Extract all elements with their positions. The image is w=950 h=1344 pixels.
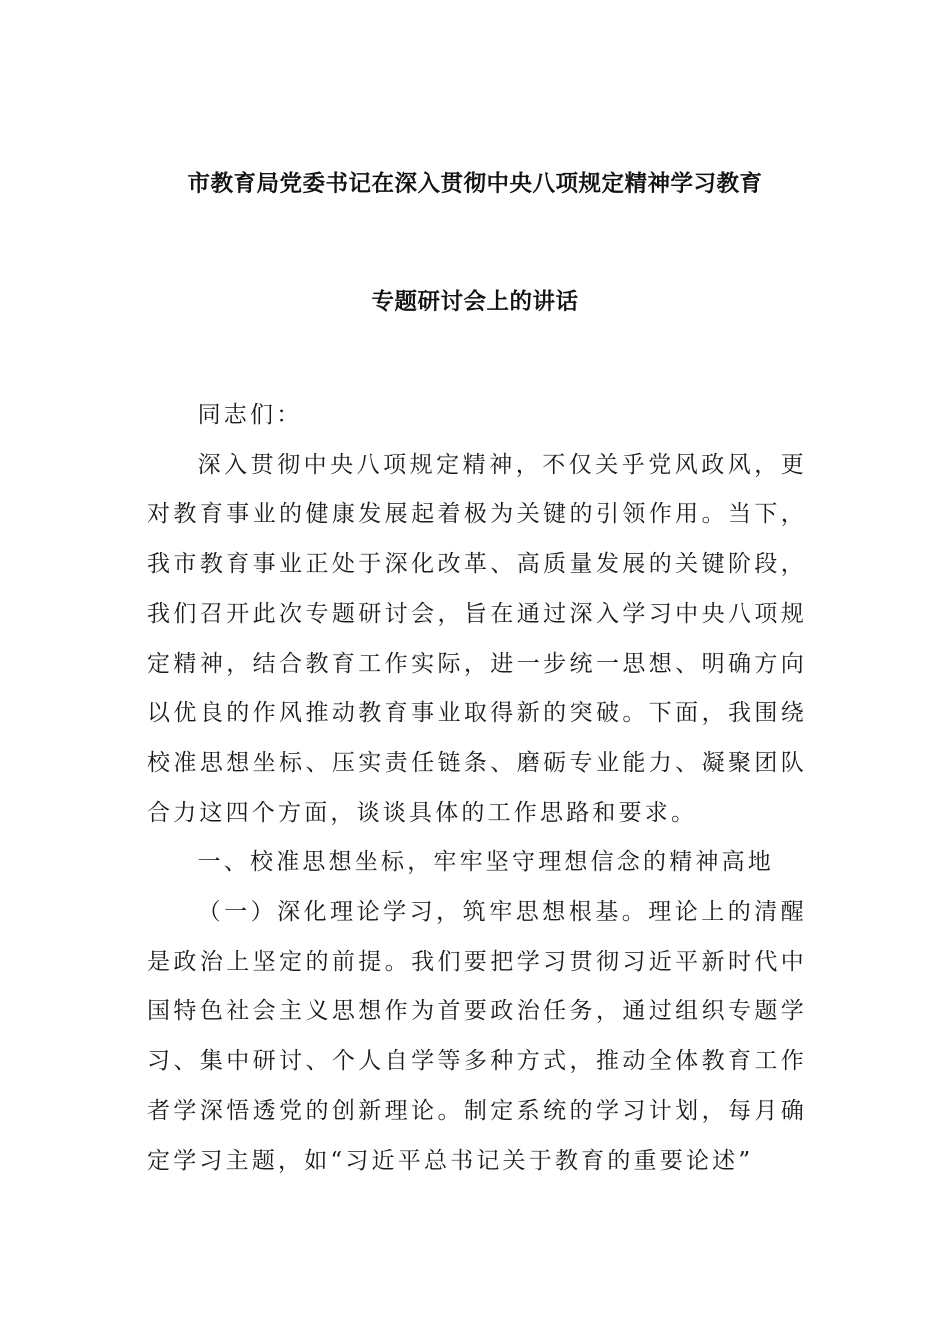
document-title-line2: 专题研讨会上的讲话 bbox=[371, 289, 579, 315]
salutation: 同志们： bbox=[197, 402, 303, 428]
section-heading-1: 一、校准思想坐标，牢牢坚守理想信念的精神高地 bbox=[197, 849, 774, 876]
document-title-line1: 市教育局党委书记在深入贯彻中央八项规定精神学习教育 bbox=[187, 171, 763, 197]
paragraph-subsection-1: （一）深化理论学习，筑牢思想根基。理论上的清醒是政治上坚定的前提。我们要把学习贯彻习近平新时代中国特色社会主义思想作为首要政治任务，通过组织专题学习、集中研讨、个人自学等多种方式，推动全体教育工作者学深悟透党的创新理论。制定系统的学习计划，每月确定学习主题，如“习近平总书记关于教育的重要论述” bbox=[147, 899, 807, 1174]
paragraph-intro: 深入贯彻中央八项规定精神，不仅关乎党风政风，更对教育事业的健康发展起着极为关键的引领作用。当下，我市教育事业正处于深化改革、高质量发展的关键阶段，我们召开此次专题研讨会，旨在通过深入学习中央八项规定精神，结合教育工作实际，进一步统一思想、明确方向以优良的作风推动教育事业取得新的突破。下面，我围绕校准思想坐标、压实责任链条、磨砺专业能力、凝聚团队合力这四个方面，谈谈具体的工作思路和要求。 bbox=[147, 451, 807, 826]
document-body bbox=[147, 391, 807, 1186]
